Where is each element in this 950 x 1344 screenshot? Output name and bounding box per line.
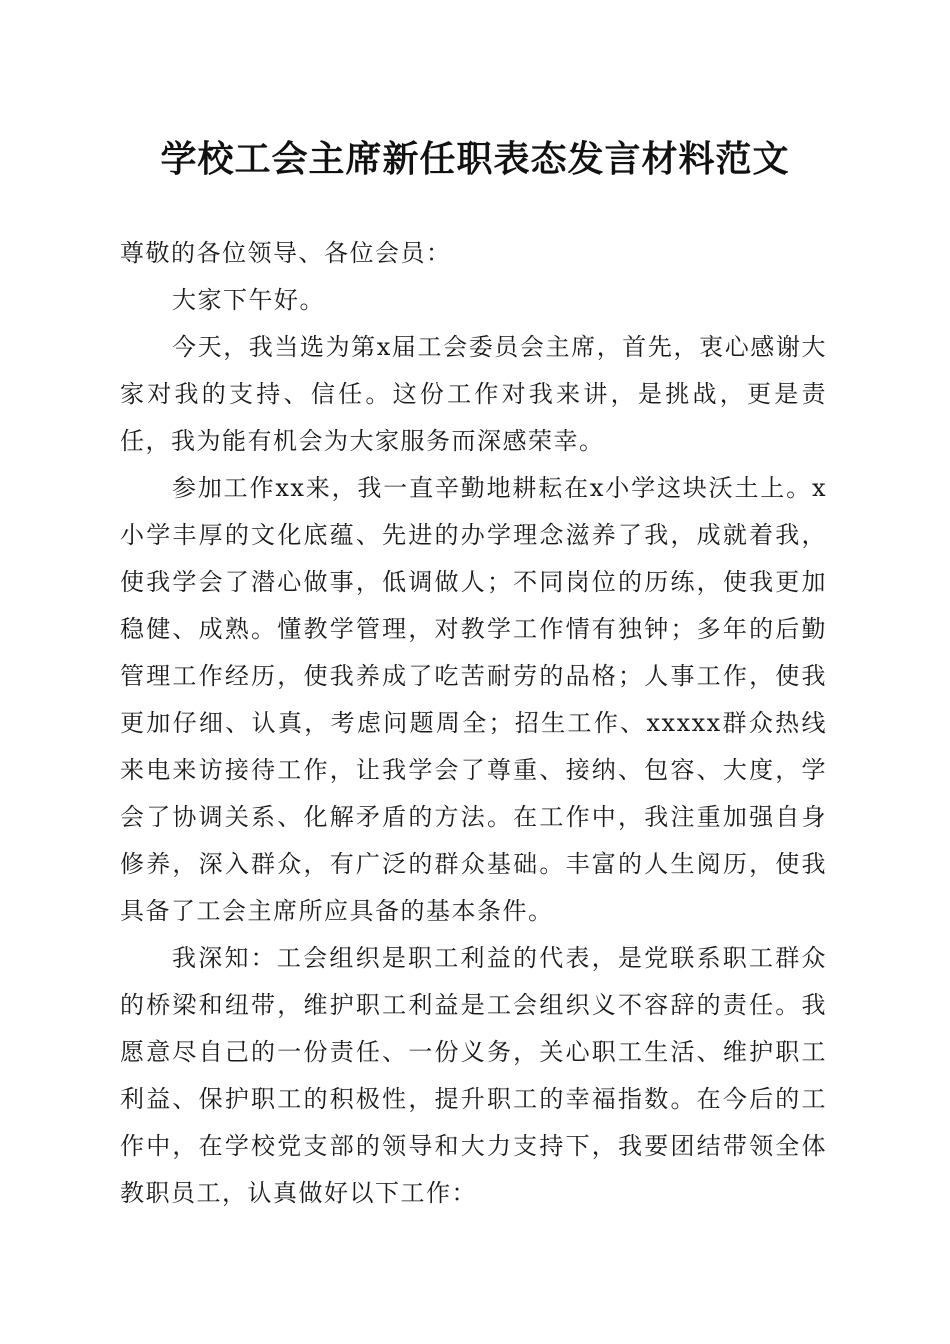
document-body <box>120 230 827 1217</box>
paragraph-greeting: 大家下午好。 <box>172 286 325 314</box>
salutation: 尊敬的各位领导、各位会员： <box>120 239 452 267</box>
paragraph-election-thanks: 今天，我当选为第x届工会委员会主席，首先，衷心感谢大家对我的支持、信任。这份工作对我来讲，是挑战，更是责任，我为能有机会为大家服务而深感荣幸。 <box>120 333 827 455</box>
paragraph-union-responsibility: 我深知：工会组织是职工利益的代表，是党联系职工群众的桥梁和纽带，维护职工利益是工会组织义不容辞的责任。我愿意尽自己的一份责任、一份义务，关心职工生活、维护职工利益、保护职工的积极性，提升职工的幸福指数。在今后的工作中，在学校党支部的领导和大力支持下，我要团结带领全体教职员工，认真做好以下工作： <box>120 944 827 1207</box>
document-title: 学校工会主席新任职表态发言材料范文 <box>160 138 790 180</box>
paragraph-work-experience: 参加工作xx来，我一直辛勤地耕耘在x小学这块沃土上。x小学丰厚的文化底蕴、先进的办学理念滋养了我，成就着我，使我学会了潜心做事，低调做人；不同岗位的历练，使我更加稳健、成熟。懂教学管理，对教学工作情有独钟；多年的后勤管理工作经历，使我养成了吃苦耐劳的品格；人事工作，使我更加仔细、认真，考虑问题周全；招生工作、xxxxx群众热线来电来访接待工作，让我学会了尊重、接纳、包容、大度，学会了协调关系、化解矛盾的方法。在工作中，我注重加强自身修养，深入群众，有广泛的群众基础。丰富的人生阅历，使我具备了工会主席所应具备的基本条件。 <box>120 474 827 925</box>
